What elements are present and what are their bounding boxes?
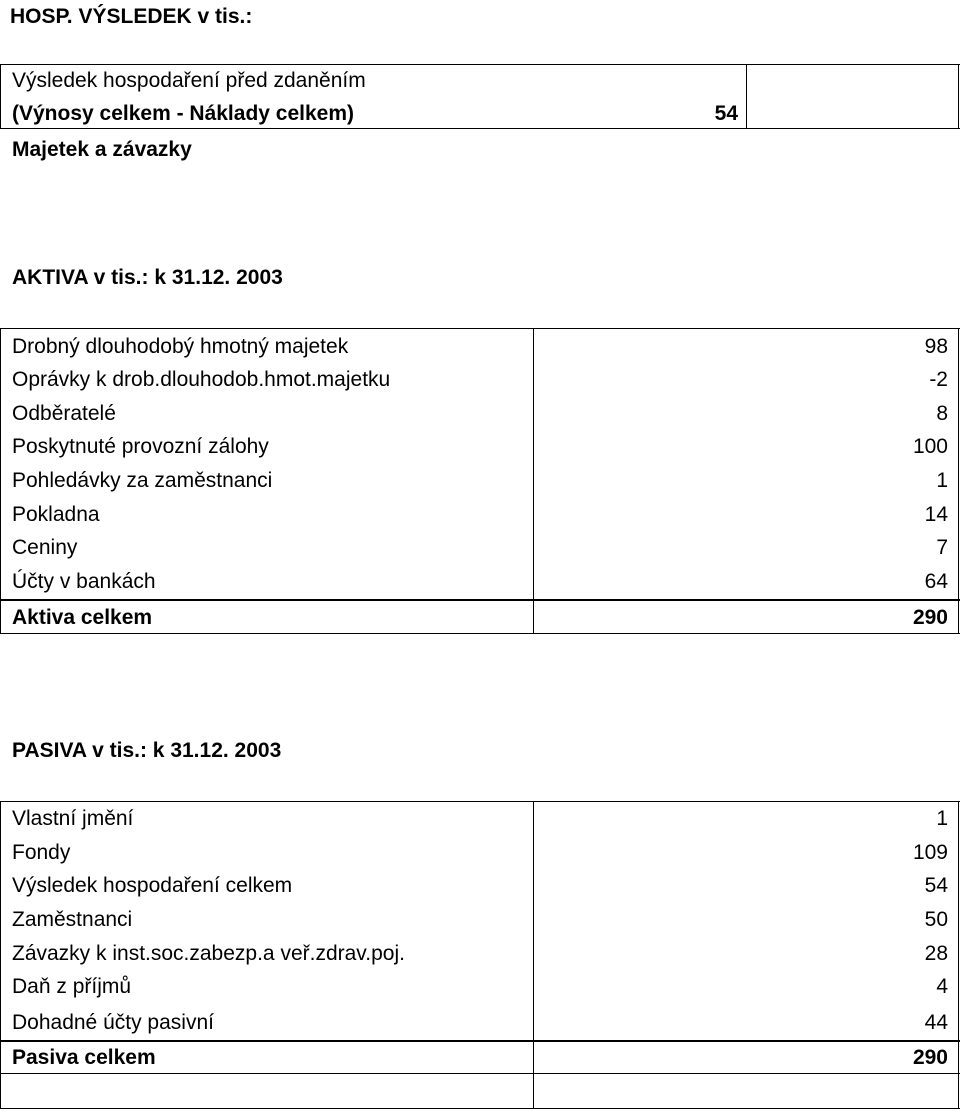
pasiva-heading-text: PASIVA v tis.: k 31.12. 2003: [12, 739, 282, 762]
table-row: [0, 330, 960, 364]
pasiva-total-label: Pasiva celkem: [12, 1046, 156, 1069]
page-title: HOSP. VÝSLEDEK v tis.:: [10, 5, 253, 28]
row-label: Výsledek hospodaření celkem: [12, 874, 293, 897]
row-value: 64: [924, 570, 948, 593]
row-label: Dohadné účty pasivní: [12, 1011, 214, 1034]
aktiva-heading-prefix: AKTIVA v tis.:: [12, 266, 155, 289]
row-label: Účty v bankách: [12, 570, 156, 593]
row-label: Poskytnuté provozní zálohy: [12, 435, 269, 458]
table-row: [0, 1006, 960, 1040]
pasiva-table-bottom-border: [0, 1108, 960, 1109]
aktiva-heading: [12, 264, 283, 292]
aktiva-total-row: [0, 601, 960, 635]
hosp-box-bottom-border: [0, 128, 960, 129]
aktiva-table-top-border: [0, 328, 960, 329]
hosp-line-3: Majetek a závazky: [12, 138, 192, 161]
pasiva-total-row: [0, 1041, 960, 1075]
row-label: Vlastní jmění: [12, 807, 134, 830]
row-value: 4: [936, 975, 948, 998]
table-row: [0, 430, 960, 464]
row-label: Pohledávky za zaměstnanci: [12, 469, 273, 492]
table-row: [0, 363, 960, 397]
table-row: [0, 970, 960, 1004]
row-label: Zaměstnanci: [12, 908, 133, 931]
hosp-box-top-border: [0, 64, 960, 65]
row-label: Drobný dlouhodobý hmotný majetek: [12, 335, 349, 358]
hosp-box-left-border: [0, 64, 1, 128]
row-value: 1: [936, 807, 948, 830]
row-value: 1: [936, 469, 948, 492]
hosp-value: 54: [714, 102, 738, 125]
table-row: [0, 397, 960, 431]
aktiva-total-value: 290: [912, 606, 948, 629]
table-row: [0, 802, 960, 836]
table-row: [0, 937, 960, 971]
pasiva-total-value: 290: [912, 1046, 948, 1069]
table-row: [0, 869, 960, 903]
table-row: [0, 565, 960, 599]
row-value: 14: [924, 503, 948, 526]
row-label: Pokladna: [12, 503, 100, 526]
pasiva-heading: [12, 737, 281, 765]
hosp-line-1: Výsledek hospodaření před zdaněním: [12, 69, 366, 92]
aktiva-total-label: Aktiva celkem: [12, 606, 153, 629]
row-value: 44: [924, 1011, 948, 1034]
table-row: [0, 498, 960, 532]
row-value: 98: [924, 335, 948, 358]
row-value: 100: [912, 435, 948, 458]
table-row: [0, 836, 960, 870]
row-value: 7: [936, 536, 948, 559]
hosp-line-2: (Výnosy celkem - Náklady celkem): [12, 102, 355, 125]
row-label: Odběratelé: [12, 402, 116, 425]
row-label: Fondy: [12, 841, 71, 864]
row-value: 50: [924, 908, 948, 931]
hosp-box-divider: [746, 64, 747, 128]
row-label: Ceniny: [12, 536, 78, 559]
row-value: 28: [924, 942, 948, 965]
row-value: 109: [912, 841, 948, 864]
row-value: 54: [924, 874, 948, 897]
table-row: [0, 903, 960, 937]
table-row-empty: [0, 1074, 960, 1108]
row-label: Daň z příjmů: [12, 975, 132, 998]
table-row: [0, 464, 960, 498]
row-label: Závazky k inst.soc.zabezp.a veř.zdrav.poj.: [12, 942, 405, 965]
row-value: 8: [936, 402, 948, 425]
row-label: Oprávky k drob.dlouhodob.hmot.majetku: [12, 368, 391, 391]
aktiva-heading-date: k 31.12. 2003: [154, 266, 283, 289]
row-value: -2: [929, 368, 948, 391]
table-row: [0, 531, 960, 565]
hosp-box-right-border: [958, 64, 959, 128]
